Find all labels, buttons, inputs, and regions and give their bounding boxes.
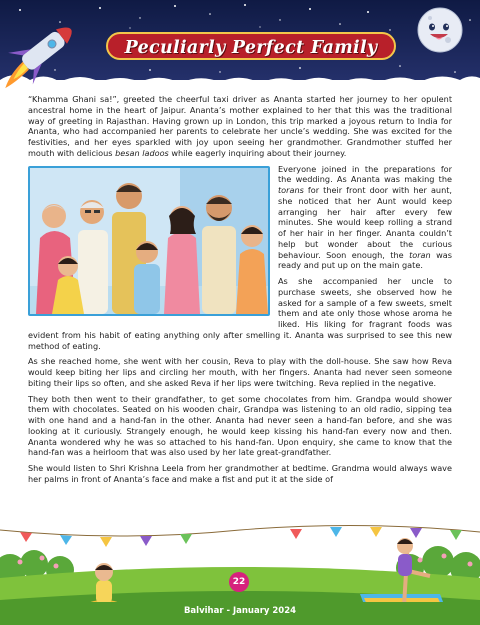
page-footer	[0, 520, 480, 625]
text-run: As she reached home, she went with her cousin, Reva to play with the doll-house. She saw how Reva would keep biting her lips and circling her mouth, with her fingers. Ananta had never seen someone biting their lips so often, and she asked Reva if her lips were twitching. Reva replied in the negative.	[28, 356, 452, 388]
italic-term: torans	[278, 185, 304, 195]
text-run: She would listen to Shri Krishna Leela from her grandmother at bedtime. Grandma would always wave her palms in front of Ananta’s face and make a fist and put it at the side of	[28, 463, 452, 484]
page-header	[0, 0, 480, 92]
text-run: while eagerly inquiring about their journey.	[168, 147, 347, 158]
italic-term: besan ladoos	[115, 147, 169, 158]
child-figure	[134, 241, 160, 314]
text-run: Everyone joined in the preparations for the wedding. As Ananta was making the	[278, 163, 452, 185]
paragraph-5	[28, 394, 452, 459]
text-run: “Khamma Ghani sa!”, greeted the cheerful taxi driver as Ananta started her journey to her opulent ancestral home in the heart of Jaipur. Ananta’s mother explained to her that this was the traditional way of greeting in Rajasthan. Having grown up in London, this trip marked a joyous return to India for Ananta, who had accompanied her parents to celebrate her uncle’s wedding. She was excited for the festivities, and her eyes sparkled with joy upon seeing her grandmother. Grandmother stuffed her mouth with delicious	[28, 94, 452, 158]
publication-footer: Balvihar - January 2024	[183, 606, 297, 616]
smiling-moon-icon	[418, 8, 462, 52]
uncle-figure	[202, 195, 236, 314]
page-title: Peculiarly Perfect Family	[106, 32, 396, 60]
page-number-badge: 22	[229, 572, 249, 592]
story-article	[28, 94, 452, 490]
family-group-illustration	[28, 166, 270, 316]
text-run: was ready and put up on the main gate.	[278, 249, 452, 271]
paragraph-1	[28, 94, 452, 159]
text-run: They both then went to their grandfather, to get some chocolates from him. Grandpa would shower them with chocolates. Seated on his wooden chair, Grandpa was listening to an old radio, sipping tea with one hand and a hand-fan in the other. Ananta had never seen a hand-fan before, and she was looking at it curiously. Strangely enough, he would keep kissing his hand-fan every now and then. Ananta wondered why he was so attached to his hand-fan. Upon enquiry, she came to know that the hand-fan was a heirloom that was also used by her late great-grandfather.	[28, 393, 452, 458]
paragraph-6	[28, 463, 452, 485]
italic-term: toran	[409, 249, 431, 260]
paragraph-4	[28, 356, 452, 388]
text-run: for their front door with her aunt, she noticed that her Aunt would keep arranging her hair after every few minutes. She would keep rolling a strand of her hair in her finger. Ananta couldn’t help but wonder about the curious behaviour. Soon enough, the	[278, 185, 452, 260]
text-run: As she accompanied her uncle to purchase sweets, she observed how he asked for a sample of a few sweets, smelt them and ate only those whose aroma he liked. His liking for fragrant foods was evident from his habit of eating anything only after smelling it. Ananta was surprised to see this new method of eating.	[28, 276, 452, 351]
